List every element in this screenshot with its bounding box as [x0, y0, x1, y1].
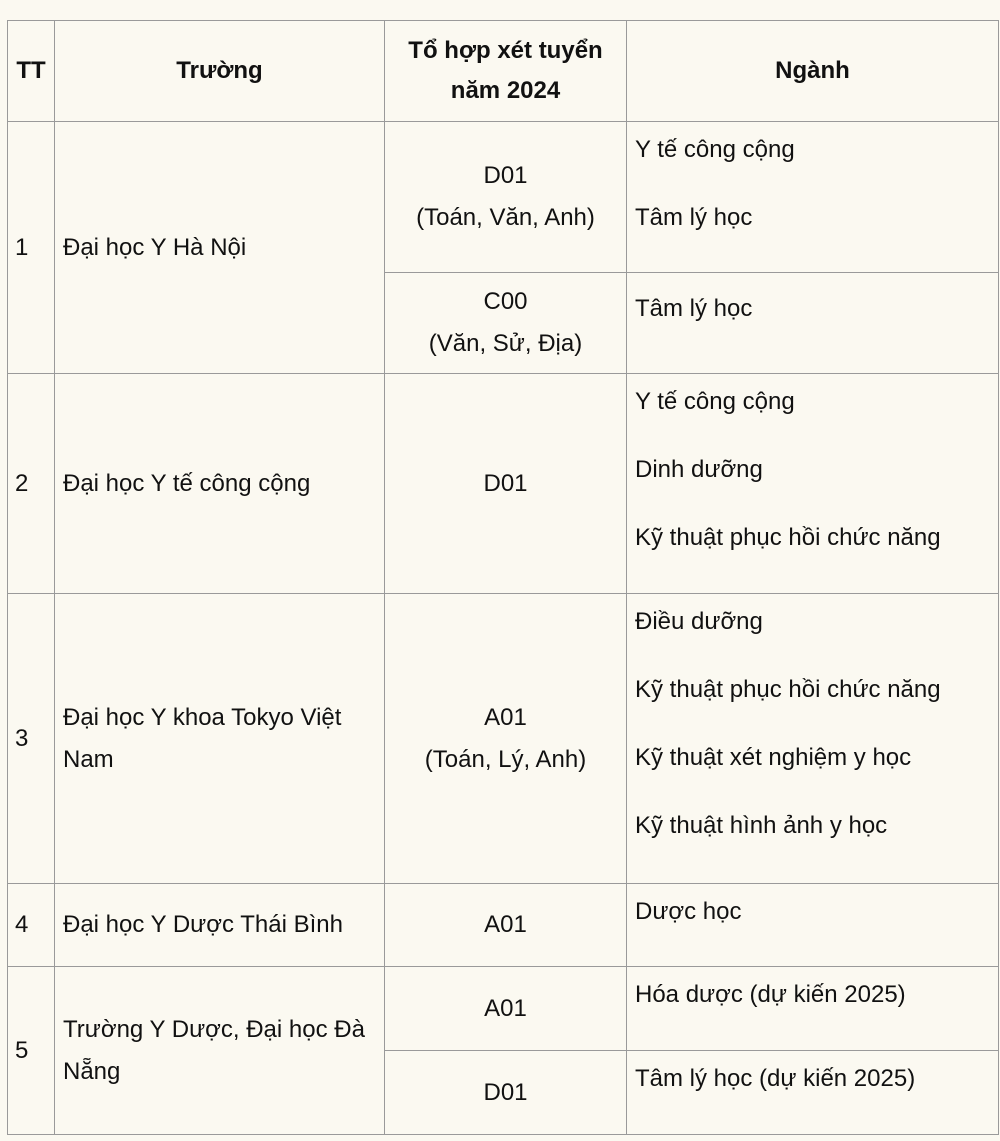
major-item: Điều dưỡng	[635, 608, 763, 635]
combo-cell	[385, 374, 627, 594]
major-item: Kỹ thuật xét nghiệm y học	[635, 744, 912, 771]
major-item: Tâm lý học	[635, 204, 753, 231]
row-number: 5	[8, 967, 55, 1135]
major-cell	[627, 122, 999, 273]
major-cell	[627, 273, 999, 374]
school-name: Đại học Y khoa Tokyo Việt Nam	[55, 594, 385, 884]
combo-subjects: (Toán, Lý, Anh)	[424, 745, 587, 773]
major-item: Hóa dược (dự kiến 2025)	[635, 981, 906, 1008]
table-row	[8, 374, 999, 594]
row-number: 1	[8, 122, 55, 374]
major-item: Kỹ thuật phục hồi chức năng	[635, 676, 941, 703]
admission-table	[7, 20, 999, 1135]
row-number: 2	[8, 374, 55, 594]
major-item: Y tế công cộng	[635, 136, 795, 163]
table-row	[8, 122, 999, 273]
header-tt: TT	[8, 21, 55, 122]
major-item: Kỹ thuật phục hồi chức năng	[635, 524, 941, 551]
school-name: Trường Y Dược, Đại học Đà Nẵng	[55, 967, 385, 1135]
combo-cell	[385, 884, 627, 967]
header-nganh: Ngành	[627, 21, 999, 122]
combo-code: D01	[483, 469, 528, 497]
major-cell	[627, 967, 999, 1051]
combo-code: D01	[483, 1078, 528, 1106]
row-number: 3	[8, 594, 55, 884]
combo-cell	[385, 273, 627, 374]
combo-cell	[385, 122, 627, 273]
combo-code: A01	[484, 994, 527, 1022]
major-cell	[627, 884, 999, 967]
table-row	[8, 884, 999, 967]
combo-cell	[385, 1051, 627, 1135]
major-cell	[627, 1051, 999, 1135]
combo-cell	[385, 967, 627, 1051]
school-name: Đại học Y tế công cộng	[55, 374, 385, 594]
header-row	[8, 21, 999, 122]
combo-cell	[385, 594, 627, 884]
major-item: Dược học	[635, 898, 742, 925]
school-name: Đại học Y Hà Nội	[55, 122, 385, 374]
header-tohop-line1: Tổ hợp xét tuyển	[408, 37, 603, 64]
row-number: 4	[8, 884, 55, 967]
combo-code: A01	[484, 911, 527, 938]
major-item: Kỹ thuật hình ảnh y học	[635, 812, 888, 839]
school-name: Đại học Y Dược Thái Bình	[55, 884, 385, 967]
header-tohop	[385, 21, 627, 122]
header-truong: Trường	[55, 21, 385, 122]
combo-subjects: (Văn, Sử, Địa)	[428, 330, 583, 357]
major-cell	[627, 374, 999, 594]
header-tohop-line2: năm 2024	[450, 77, 561, 104]
major-item: Tâm lý học (dự kiến 2025)	[635, 1065, 916, 1092]
table-row	[8, 967, 999, 1051]
major-item: Y tế công cộng	[635, 388, 795, 415]
major-item: Dinh dưỡng	[635, 456, 763, 483]
combo-code: C00	[483, 288, 528, 315]
combo-code: D01	[483, 162, 528, 189]
major-item: Tâm lý học	[635, 295, 753, 322]
table-row	[8, 594, 999, 884]
combo-subjects: (Toán, Văn, Anh)	[416, 204, 595, 231]
major-cell	[627, 594, 999, 884]
combo-code: A01	[484, 703, 527, 731]
